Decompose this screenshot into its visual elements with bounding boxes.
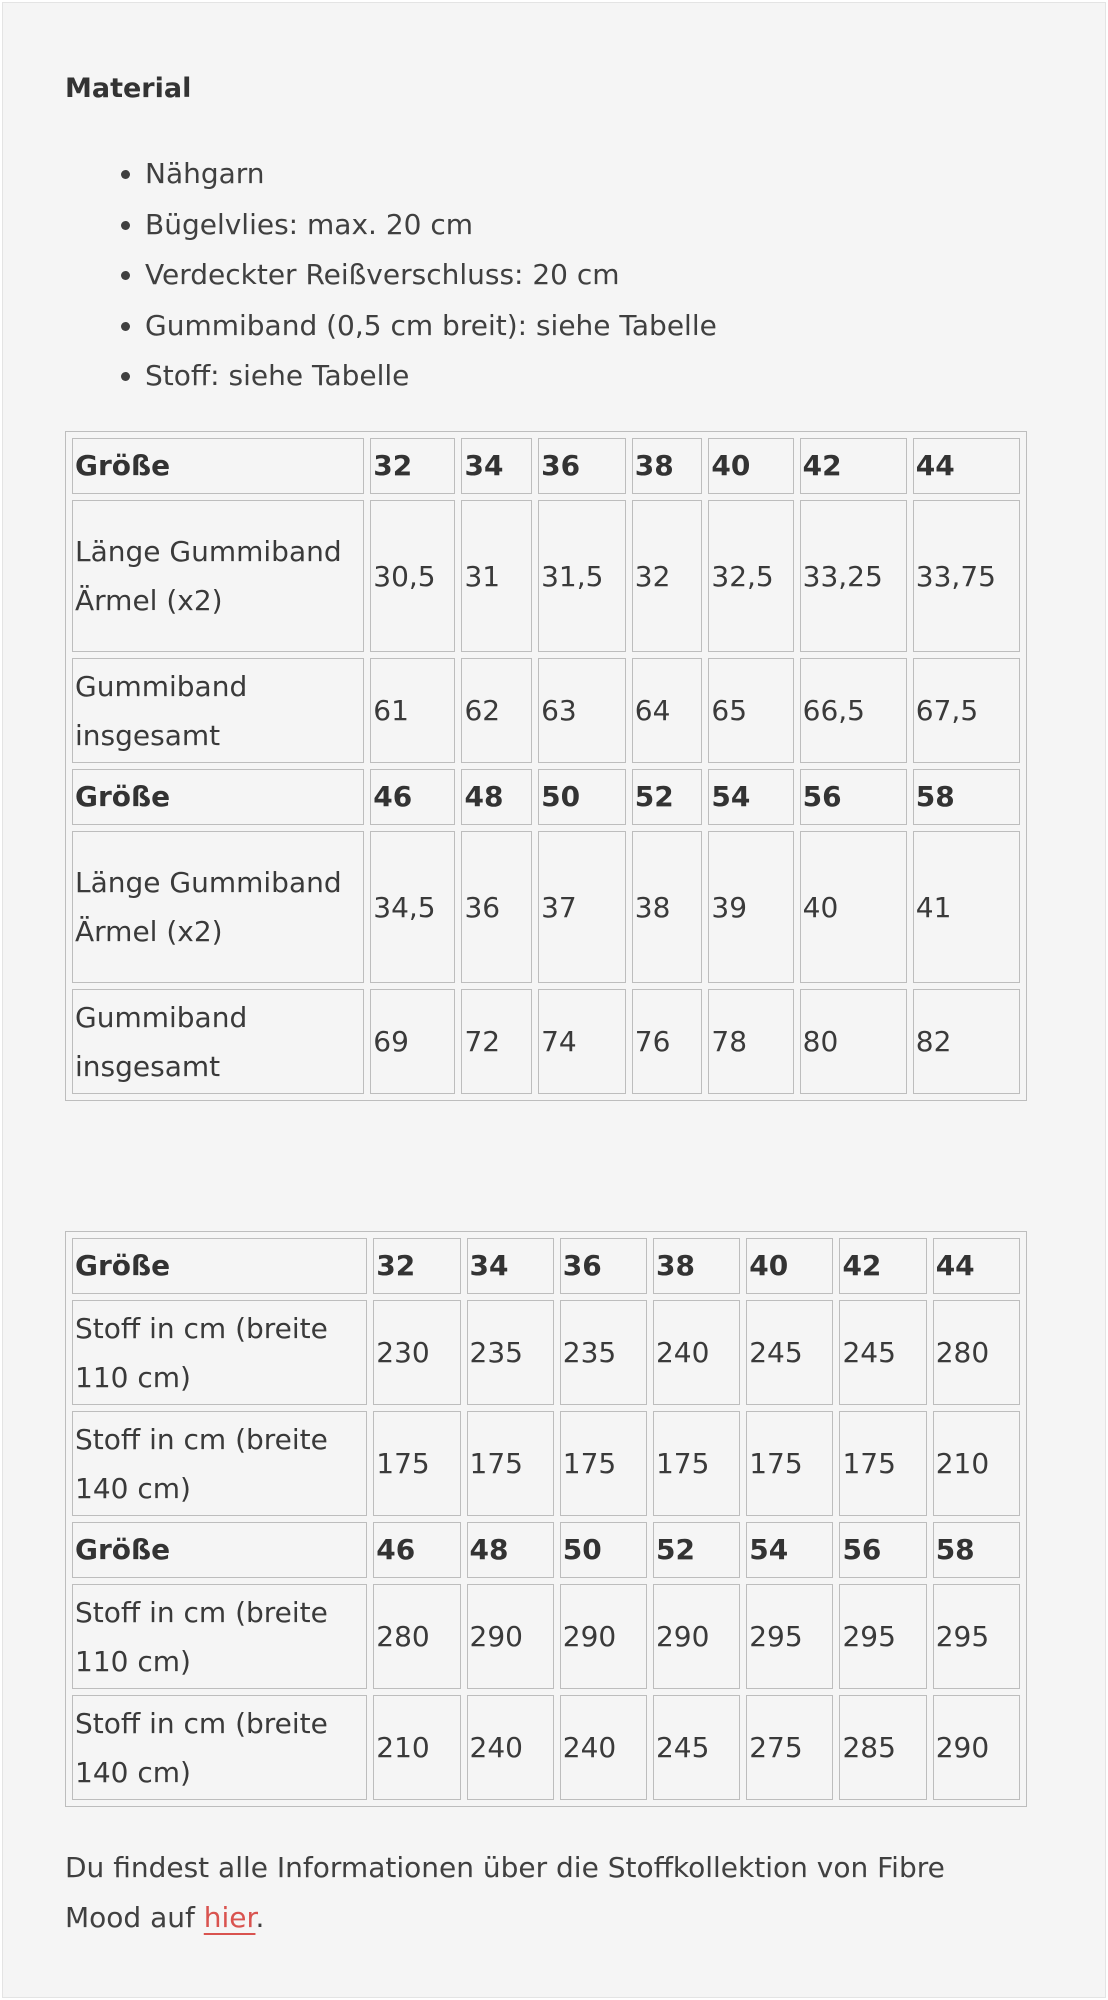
size-cell: 42 bbox=[839, 1238, 926, 1294]
list-item: • Stoff: siehe Tabelle bbox=[145, 351, 717, 402]
value-cell: 78 bbox=[708, 989, 793, 1094]
size-cell: 52 bbox=[653, 1522, 740, 1578]
size-header-cell: Größe bbox=[72, 1238, 367, 1294]
size-cell: 56 bbox=[839, 1522, 926, 1578]
size-cell: 34 bbox=[461, 438, 532, 494]
value-cell: 37 bbox=[538, 831, 626, 983]
value-cell: 175 bbox=[373, 1411, 460, 1516]
table-row bbox=[72, 1300, 1020, 1405]
size-cell: 50 bbox=[538, 769, 626, 825]
table-row bbox=[72, 500, 1020, 652]
value-cell: 280 bbox=[933, 1300, 1020, 1405]
table-row bbox=[72, 1411, 1020, 1516]
value-cell: 290 bbox=[467, 1584, 554, 1689]
row-label-cell: Stoff in cm (breite 110 cm) bbox=[72, 1300, 367, 1405]
table-row bbox=[72, 1522, 1020, 1578]
size-cell: 44 bbox=[933, 1238, 1020, 1294]
list-item: • Verdeckter Reißverschluss: 20 cm bbox=[145, 250, 717, 301]
value-cell: 290 bbox=[933, 1695, 1020, 1800]
row-label-cell: Länge Gummiband Ärmel (x2) bbox=[72, 500, 364, 652]
value-cell: 63 bbox=[538, 658, 626, 763]
row-label-cell: Länge Gummiband Ärmel (x2) bbox=[72, 831, 364, 983]
table-row bbox=[72, 1695, 1020, 1800]
size-header-cell: Größe bbox=[72, 438, 364, 494]
size-cell: 32 bbox=[373, 1238, 460, 1294]
value-cell: 76 bbox=[632, 989, 703, 1094]
value-cell: 61 bbox=[370, 658, 455, 763]
size-cell: 54 bbox=[746, 1522, 833, 1578]
footer-text-end: . bbox=[255, 1901, 265, 1934]
value-cell: 40 bbox=[800, 831, 907, 983]
value-cell: 65 bbox=[708, 658, 793, 763]
value-cell: 38 bbox=[632, 831, 703, 983]
value-cell: 290 bbox=[560, 1584, 647, 1689]
size-cell: 40 bbox=[746, 1238, 833, 1294]
value-cell: 285 bbox=[839, 1695, 926, 1800]
value-cell: 175 bbox=[560, 1411, 647, 1516]
value-cell: 235 bbox=[467, 1300, 554, 1405]
value-cell: 245 bbox=[839, 1300, 926, 1405]
size-cell: 48 bbox=[461, 769, 532, 825]
value-cell: 82 bbox=[913, 989, 1020, 1094]
value-cell: 295 bbox=[839, 1584, 926, 1689]
size-cell: 46 bbox=[373, 1522, 460, 1578]
size-cell: 38 bbox=[632, 438, 703, 494]
row-label-cell: Stoff in cm (breite 140 cm) bbox=[72, 1411, 367, 1516]
size-cell: 58 bbox=[913, 769, 1020, 825]
elastic-size-table bbox=[65, 431, 1027, 1101]
footer-text: Du findest alle Informationen über die Stoffkollektion von Fibre Mood auf bbox=[65, 1851, 945, 1934]
size-cell: 56 bbox=[800, 769, 907, 825]
value-cell: 240 bbox=[560, 1695, 647, 1800]
value-cell: 295 bbox=[933, 1584, 1020, 1689]
size-cell: 36 bbox=[538, 438, 626, 494]
value-cell: 295 bbox=[746, 1584, 833, 1689]
size-cell: 52 bbox=[632, 769, 703, 825]
value-cell: 69 bbox=[370, 989, 455, 1094]
fabric-size-table bbox=[65, 1231, 1027, 1807]
value-cell: 175 bbox=[467, 1411, 554, 1516]
value-cell: 31 bbox=[461, 500, 532, 652]
value-cell: 210 bbox=[373, 1695, 460, 1800]
value-cell: 72 bbox=[461, 989, 532, 1094]
table-row bbox=[72, 438, 1020, 494]
size-cell: 32 bbox=[370, 438, 455, 494]
table-row bbox=[72, 989, 1020, 1094]
value-cell: 39 bbox=[708, 831, 793, 983]
row-label-cell: Gummiband insgesamt bbox=[72, 658, 364, 763]
row-label-cell: Stoff in cm (breite 140 cm) bbox=[72, 1695, 367, 1800]
value-cell: 175 bbox=[839, 1411, 926, 1516]
size-cell: 38 bbox=[653, 1238, 740, 1294]
value-cell: 235 bbox=[560, 1300, 647, 1405]
size-cell: 50 bbox=[560, 1522, 647, 1578]
size-cell: 48 bbox=[467, 1522, 554, 1578]
size-cell: 58 bbox=[933, 1522, 1020, 1578]
value-cell: 245 bbox=[653, 1695, 740, 1800]
value-cell: 290 bbox=[653, 1584, 740, 1689]
value-cell: 30,5 bbox=[370, 500, 455, 652]
value-cell: 240 bbox=[467, 1695, 554, 1800]
value-cell: 62 bbox=[461, 658, 532, 763]
size-header-cell: Größe bbox=[72, 769, 364, 825]
row-label-cell: Gummiband insgesamt bbox=[72, 989, 364, 1094]
table-row bbox=[72, 769, 1020, 825]
size-header-cell: Größe bbox=[72, 1522, 367, 1578]
value-cell: 33,25 bbox=[800, 500, 907, 652]
size-cell: 42 bbox=[800, 438, 907, 494]
value-cell: 175 bbox=[746, 1411, 833, 1516]
value-cell: 245 bbox=[746, 1300, 833, 1405]
list-item: • Gummiband (0,5 cm breit): siehe Tabelle bbox=[145, 301, 717, 352]
fabric-collection-link[interactable]: hier bbox=[203, 1901, 256, 1934]
value-cell: 175 bbox=[653, 1411, 740, 1516]
table-row bbox=[72, 658, 1020, 763]
value-cell: 275 bbox=[746, 1695, 833, 1800]
size-cell: 34 bbox=[467, 1238, 554, 1294]
value-cell: 67,5 bbox=[913, 658, 1020, 763]
value-cell: 32 bbox=[632, 500, 703, 652]
size-cell: 46 bbox=[370, 769, 455, 825]
table-row bbox=[72, 1584, 1020, 1689]
size-cell: 44 bbox=[913, 438, 1020, 494]
value-cell: 210 bbox=[933, 1411, 1020, 1516]
row-label-cell: Stoff in cm (breite 110 cm) bbox=[72, 1584, 367, 1689]
value-cell: 41 bbox=[913, 831, 1020, 983]
material-heading: Material bbox=[65, 73, 192, 104]
table-row bbox=[72, 1238, 1020, 1294]
table-row bbox=[72, 831, 1020, 983]
value-cell: 36 bbox=[461, 831, 532, 983]
value-cell: 280 bbox=[373, 1584, 460, 1689]
list-item: • Nähgarn bbox=[145, 149, 717, 200]
size-cell: 36 bbox=[560, 1238, 647, 1294]
material-list bbox=[65, 149, 717, 402]
list-item: • Bügelvlies: max. 20 cm bbox=[145, 200, 717, 251]
value-cell: 80 bbox=[800, 989, 907, 1094]
value-cell: 33,75 bbox=[913, 500, 1020, 652]
value-cell: 230 bbox=[373, 1300, 460, 1405]
value-cell: 34,5 bbox=[370, 831, 455, 983]
footer-paragraph bbox=[65, 1843, 1025, 1943]
size-cell: 54 bbox=[708, 769, 793, 825]
value-cell: 32,5 bbox=[708, 500, 793, 652]
value-cell: 64 bbox=[632, 658, 703, 763]
content-panel bbox=[2, 2, 1106, 1998]
value-cell: 66,5 bbox=[800, 658, 907, 763]
value-cell: 74 bbox=[538, 989, 626, 1094]
size-cell: 40 bbox=[708, 438, 793, 494]
value-cell: 31,5 bbox=[538, 500, 626, 652]
value-cell: 240 bbox=[653, 1300, 740, 1405]
